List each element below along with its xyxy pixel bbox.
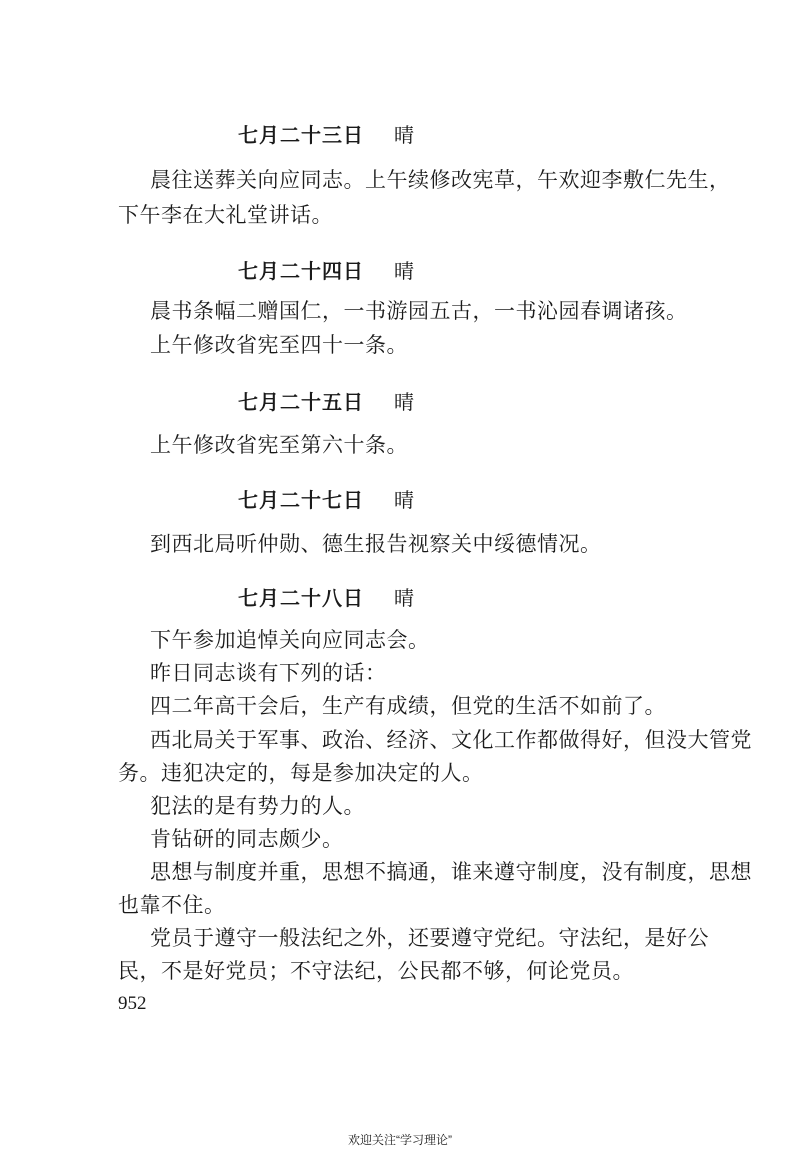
entry-line: 晨往送葬关向应同志。上午续修改宪草，午欢迎李敷仁先生， — [150, 168, 731, 192]
entry-line: 晨书条幅二赠国仁，一书游园五古，一书沁园春调诸孩。 — [150, 299, 688, 323]
entry-line: 到西北局听仲勋、德生报告视察关中绥德情况。 — [150, 532, 602, 556]
footer-note: 欢迎关注“学习理论” — [348, 1133, 452, 1147]
entry-heading — [238, 582, 415, 611]
entry-date: 七月二十四日 — [238, 259, 364, 283]
entry-line: 四二年高干会后，生产有成绩，但党的生活不如前了。 — [150, 694, 666, 718]
entry-heading — [238, 386, 415, 415]
entry-date: 七月二十三日 — [238, 123, 364, 147]
entry-weather: 晴 — [394, 488, 415, 512]
entry-line: 民，不是好党员；不守法纪，公民都不够，何论党员。 — [118, 959, 634, 983]
entry-line: 务。违犯决定的，每是参加决定的人。 — [118, 761, 484, 785]
entry-line: 上午修改省宪至第六十条。 — [150, 433, 408, 457]
entry-line: 下午参加追悼关向应同志会。 — [150, 628, 430, 652]
entry-line: 下午李在大礼堂讲话。 — [118, 203, 333, 227]
entry-weather: 晴 — [394, 586, 415, 610]
entry-line: 昨日同志谈有下列的话： — [150, 661, 387, 685]
entry-line: 西北局关于军事、政治、经济、文化工作都做得好，但没大管党 — [150, 728, 752, 752]
entry-heading — [238, 119, 415, 148]
entry-line: 党员于遵守一般法纪之外，还要遵守党纪。守法纪，是好公 — [150, 926, 709, 950]
entry-line: 肯钻研的同志颇少。 — [150, 827, 344, 851]
entry-weather: 晴 — [394, 259, 415, 283]
entry-line: 思想与制度并重，思想不搞通，谁来遵守制度，没有制度，思想 — [150, 860, 752, 884]
entry-line: 上午修改省宪至四十一条。 — [150, 333, 408, 357]
entry-date: 七月二十七日 — [238, 488, 364, 512]
entry-heading — [238, 484, 415, 513]
entry-line: 犯法的是有势力的人。 — [150, 794, 365, 818]
entry-weather: 晴 — [394, 123, 415, 147]
entry-weather: 晴 — [394, 390, 415, 414]
entry-heading — [238, 255, 415, 284]
entry-date: 七月二十五日 — [238, 390, 364, 414]
entry-line: 也靠不住。 — [118, 893, 226, 917]
page-number: 952 — [118, 993, 147, 1014]
entry-date: 七月二十八日 — [238, 586, 364, 610]
